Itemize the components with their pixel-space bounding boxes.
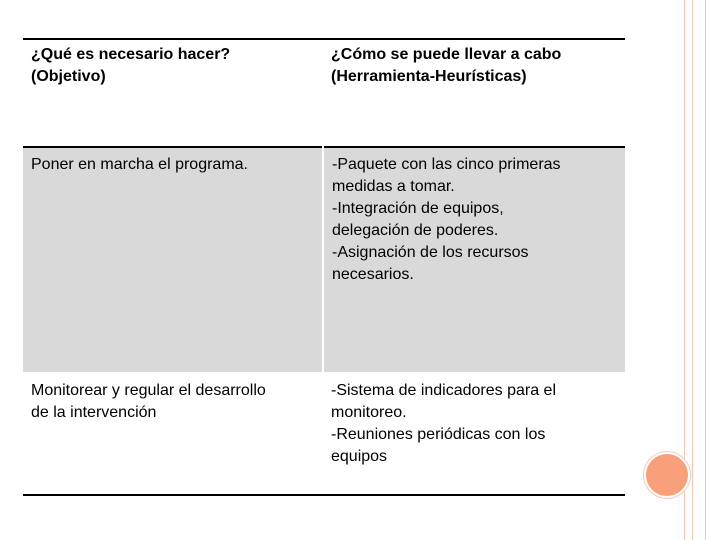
table-header-row: [23, 39, 625, 147]
header-objective: ¿Qué es necesario hacer? (Objetivo): [31, 46, 231, 85]
decorative-circle: [644, 452, 690, 498]
table-row: [23, 147, 625, 372]
row-how: -Paquete con las cinco primeras medidas a tomar. -Integración de equipos, delegación de poderes. -Asignación de los recursos necesarios.: [323, 147, 625, 372]
row-objective: Monitorear y regular el desarrollo de la intervención: [31, 382, 266, 421]
objectives-table: [23, 38, 625, 496]
right-border-line: [705, 0, 706, 540]
row-objective: Poner en marcha el programa.: [23, 147, 323, 372]
right-border-line: [692, 0, 693, 540]
table-row: [23, 372, 625, 495]
header-how: ¿Cómo se puede llevar a cabo (Herramienta-Heurísticas): [331, 46, 562, 85]
row-how: -Sistema de indicadores para el monitoreo. -Reuniones periódicas con los equipos: [331, 382, 557, 465]
